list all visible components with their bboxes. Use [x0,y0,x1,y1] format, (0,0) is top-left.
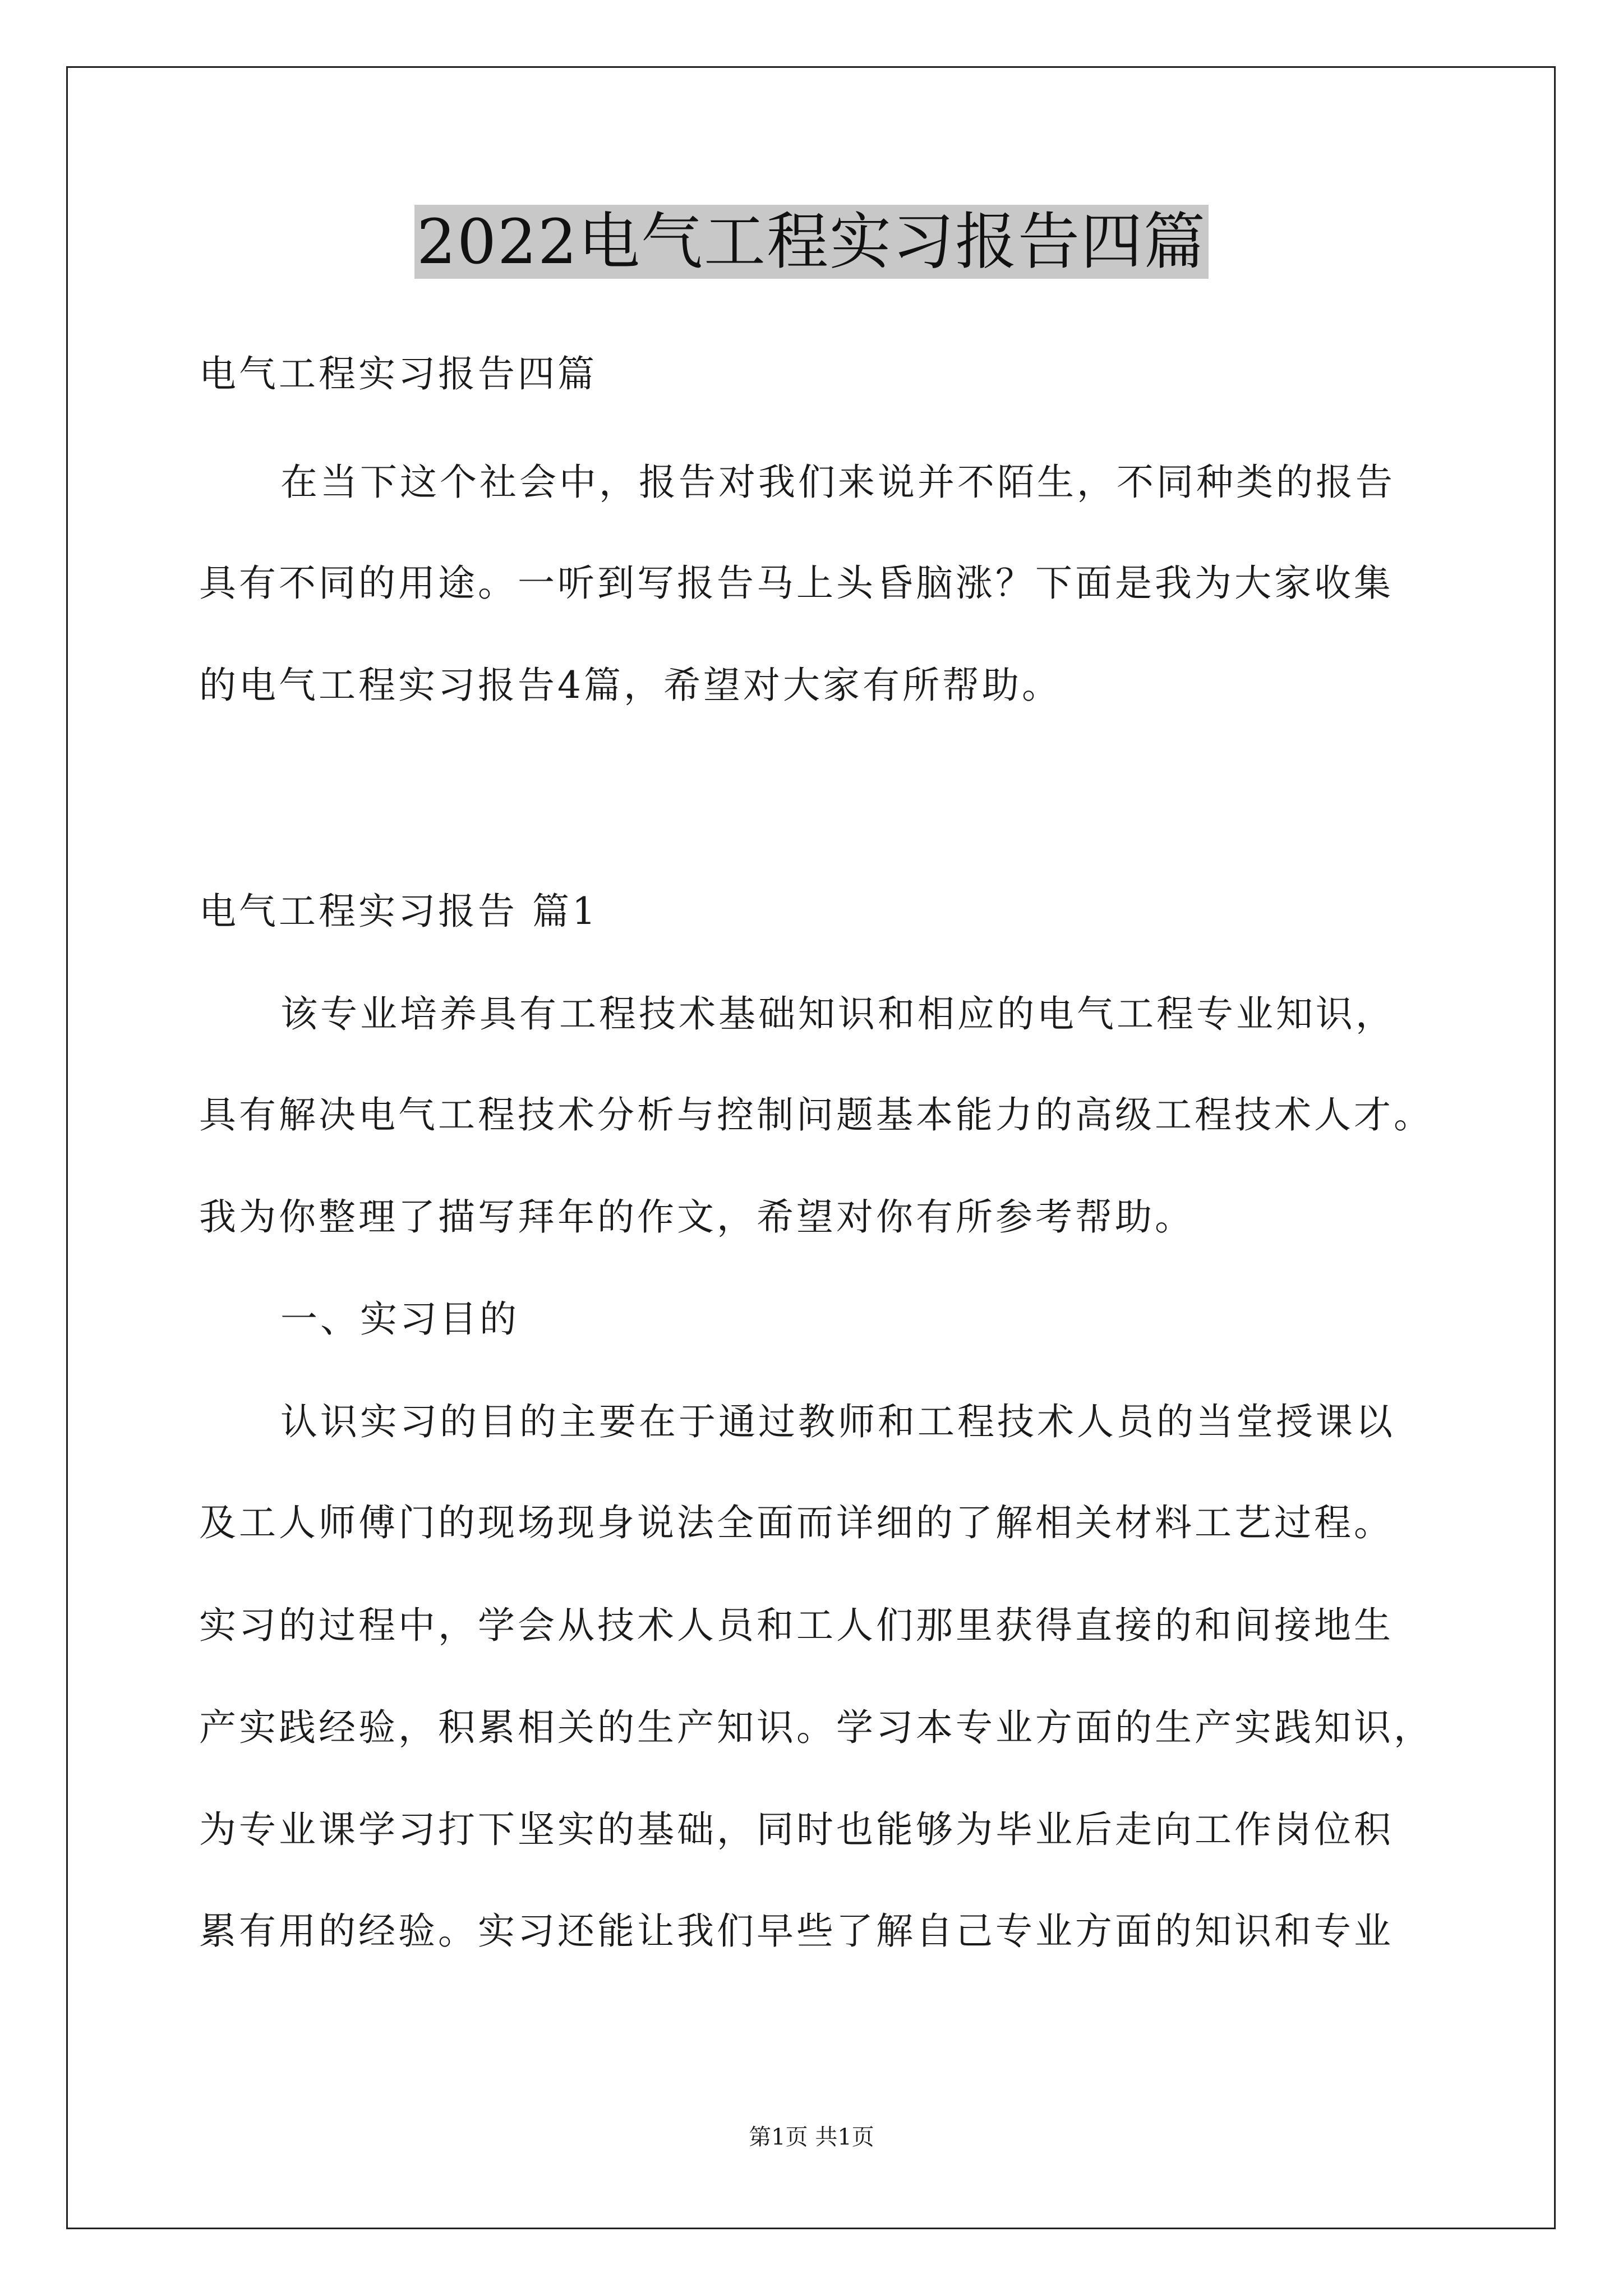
page-footer: 第1页 共1页 [749,2124,874,2150]
purpose-subheading: 一、实习目的 [280,1297,519,1341]
section-line-1: 该专业培养具有工程技术基础知识和相应的电气工程专业知识， [280,992,1395,1036]
document-subtitle: 电气工程实习报告四篇 [199,352,597,395]
purpose-line-6: 累有用的经验。实习还能让我们早些了解自己专业方面的知识和专业 [199,1910,1394,1953]
purpose-line-5: 为专业课学习打下坚实的基础，同时也能够为毕业后走向工作岗位积 [199,1808,1394,1851]
purpose-line-2: 及工人师傅门的现场现身说法全面而详细的了解相关材料工艺过程。 [199,1501,1394,1544]
intro-line-1: 在当下这个社会中，报告对我们来说并不陌生，不同种类的报告 [280,461,1395,504]
section-heading: 电气工程实习报告 篇1 [199,890,598,933]
document-title: 2022电气工程实习报告四篇 [414,205,1209,279]
purpose-line-4: 产实践经验，积累相关的生产知识。学习本专业方面的生产实践知识， [199,1706,1433,1749]
section-line-2: 具有解决电气工程技术分析与控制问题基本能力的高级工程技术人才。 [199,1093,1433,1137]
section-line-3: 我为你整理了描写拜年的作文，希望对你有所参考帮助。 [199,1195,1195,1239]
intro-line-3: 的电气工程实习报告4篇，希望对大家有所帮助。 [199,664,1062,707]
purpose-line-1: 认识实习的目的主要在于通过教师和工程技术人员的当堂授课以 [280,1400,1395,1443]
document-title-container [0,205,1623,279]
intro-line-2: 具有不同的用途。一听到写报告马上头昏脑涨？下面是我为大家收集 [199,562,1394,605]
purpose-line-3: 实习的过程中，学会从技术人员和工人们那里获得直接的和间接地生 [199,1604,1394,1647]
